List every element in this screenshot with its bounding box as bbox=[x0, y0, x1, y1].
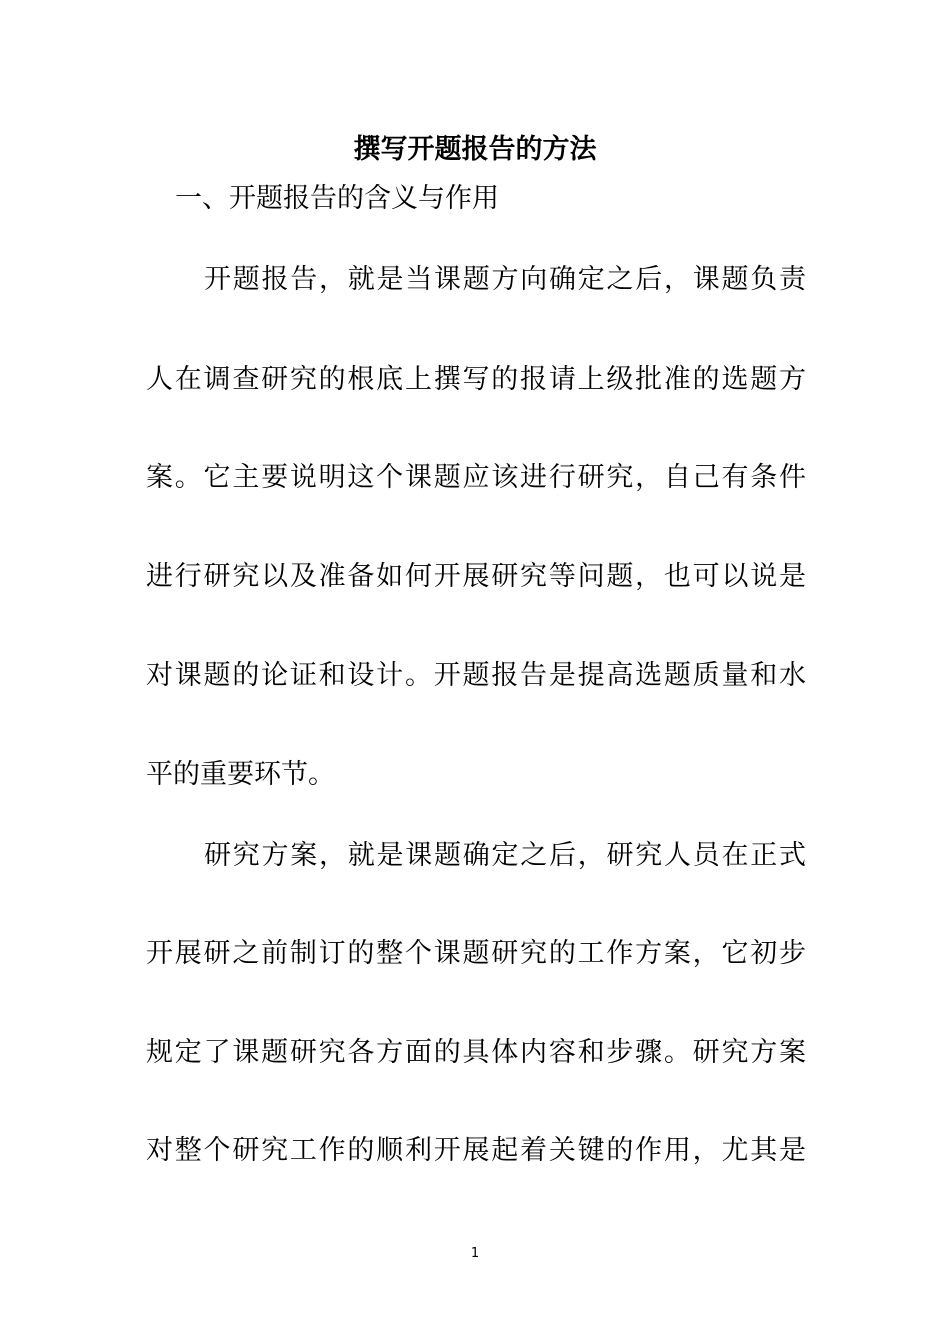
paragraph-line: 规定了课题研究各方面的具体内容和步骤。研究方案 bbox=[146, 1037, 806, 1068]
paragraph-line: 人在调查研究的根底上撰写的报请上级批准的选题方 bbox=[146, 364, 806, 395]
paragraph-line: 研究方案，就是课题确定之后，研究人员在正式 bbox=[204, 840, 806, 871]
paragraph-line: 开展研之前制订的整个课题研究的工作方案，它初步 bbox=[146, 938, 806, 969]
page-number: 1 bbox=[470, 1246, 480, 1261]
document-title: 撰写开题报告的方法 bbox=[353, 134, 597, 165]
paragraph-line: 对整个研究工作的顺利开展起着关键的作用，尤其是 bbox=[146, 1135, 806, 1166]
paragraph-line: 平的重要环节。 bbox=[146, 759, 335, 790]
paragraph-line: 进行研究以及准备如何开展研究等问题，也可以说是 bbox=[146, 561, 806, 592]
paragraph-line: 案。它主要说明这个课题应该进行研究，自己有条件 bbox=[146, 462, 806, 493]
paragraph-line: 对课题的论证和设计。开题报告是提高选题质量和水 bbox=[146, 660, 806, 691]
section-heading: 一、开题报告的含义与作用 bbox=[175, 183, 499, 214]
paragraph-line: 开题报告，就是当课题方向确定之后，课题负责 bbox=[204, 264, 806, 295]
